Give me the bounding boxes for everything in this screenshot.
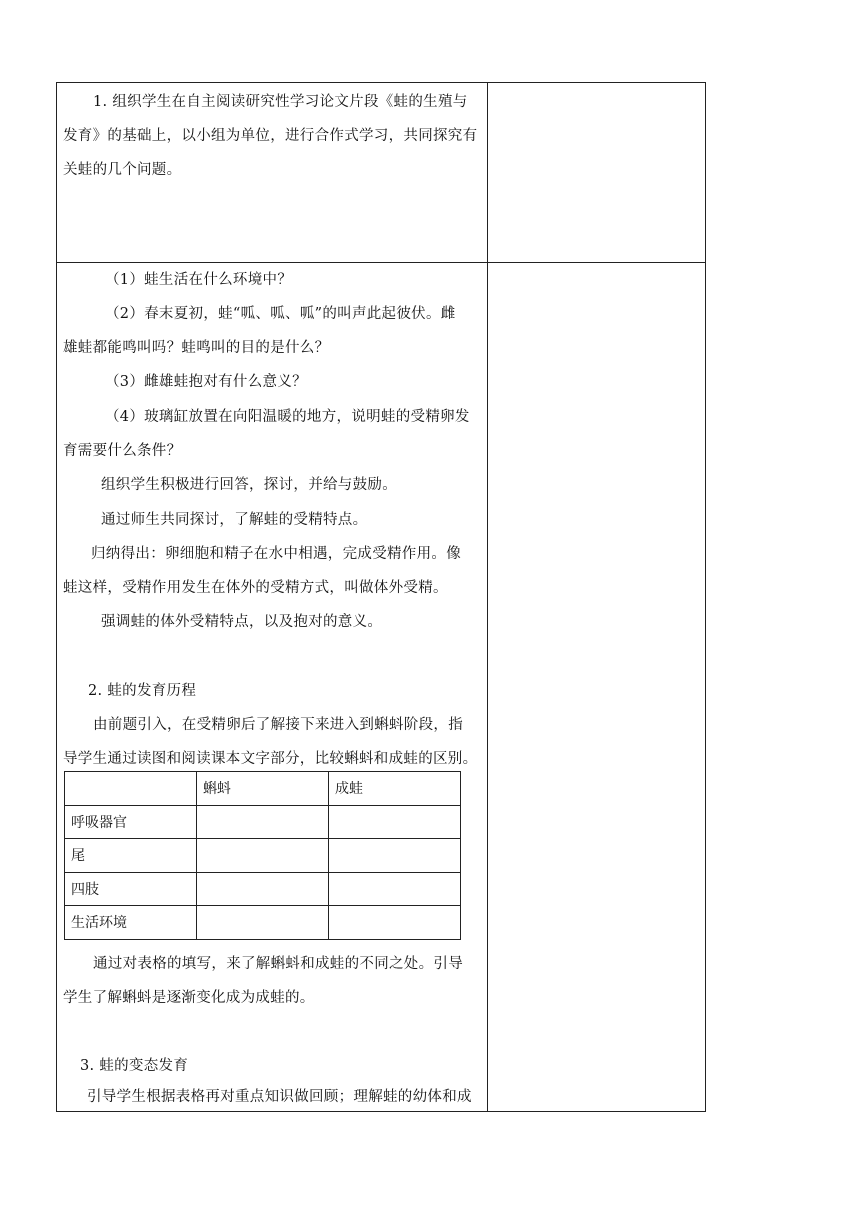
intro-line2: 导学生通过读图和阅读课本文字部分，比较蝌蚪和成蛙的区别。 — [63, 751, 478, 767]
table-row-label: 尾 — [65, 839, 197, 873]
table-row — [65, 805, 461, 839]
row1-paragraph: 1. 组织学生在自主阅读研究性学习论文片段《蛙的生殖与发育》的基础上，以小组为单位，进行合作式学习，共同探究有关蛙的几个问题。 — [63, 94, 478, 178]
table-header-cell: 蝌蚪 — [197, 772, 329, 806]
section-2-heading: 2. 蛙的发育历程 — [88, 683, 197, 699]
table-cell — [329, 872, 461, 906]
table-cell — [197, 805, 329, 839]
table-header-row — [65, 772, 461, 806]
table-row — [65, 872, 461, 906]
question-3: （3）雌雄蛙抱对有什么意义？ — [105, 374, 307, 390]
table-cell — [197, 906, 329, 940]
discuss-paragraph: 通过师生共同探讨，了解蛙的受精特点。 — [101, 512, 368, 528]
table-cell — [197, 839, 329, 873]
table-cell — [197, 872, 329, 906]
organize-paragraph: 组织学生积极进行回答，探讨，并给与鼓励。 — [101, 477, 397, 493]
table-cell — [329, 839, 461, 873]
table-cell — [329, 906, 461, 940]
summary-line1: 归纳得出：卵细胞和精子在水中相遇，完成受精作用。像 — [91, 546, 461, 562]
stress-paragraph: 强调蛙的体外受精特点，以及抱对的意义。 — [101, 614, 383, 630]
question-2-line2: 雄蛙都能鸣叫吗？蛙鸣叫的目的是什么？ — [63, 340, 330, 356]
after-table-line1: 通过对表格的填写，来了解蝌蚪和成蛙的不同之处。引导 — [93, 956, 463, 972]
question-4-line2: 育需要什么条件？ — [63, 443, 182, 459]
after-table-line2: 学生了解蝌蚪是逐渐变化成为成蛙的。 — [63, 990, 315, 1006]
table-row-label: 呼吸器官 — [65, 805, 197, 839]
table-header-cell: 成蛙 — [329, 772, 461, 806]
table-row-label: 四肢 — [65, 872, 197, 906]
table-header-cell — [65, 772, 197, 806]
row-divider — [56, 262, 706, 263]
intro-line1: 由前题引入，在受精卵后了解接下来进入到蝌蚪阶段，指 — [93, 717, 463, 733]
table-row — [65, 906, 461, 940]
table-row — [65, 839, 461, 873]
summary-line2: 蛙这样，受精作用发生在体外的受精方式，叫做体外受精。 — [63, 580, 448, 596]
question-4-line1: （4）玻璃缸放置在向阳温暖的地方，说明蛙的受精卵发 — [105, 409, 470, 425]
table-row-label: 生活环境 — [65, 906, 197, 940]
question-2-line1: （2）春末夏初，蛙“呱、呱、呱”的叫声此起彼伏。雌 — [105, 306, 456, 322]
table-cell — [329, 805, 461, 839]
comparison-table — [64, 771, 461, 940]
question-1: （1）蛙生活在什么环境中？ — [105, 272, 293, 288]
section-3-heading: 3. 蛙的变态发育 — [80, 1058, 189, 1074]
last-line: 引导学生根据表格再对重点知识做回顾；理解蛙的幼体和成 — [87, 1089, 472, 1105]
